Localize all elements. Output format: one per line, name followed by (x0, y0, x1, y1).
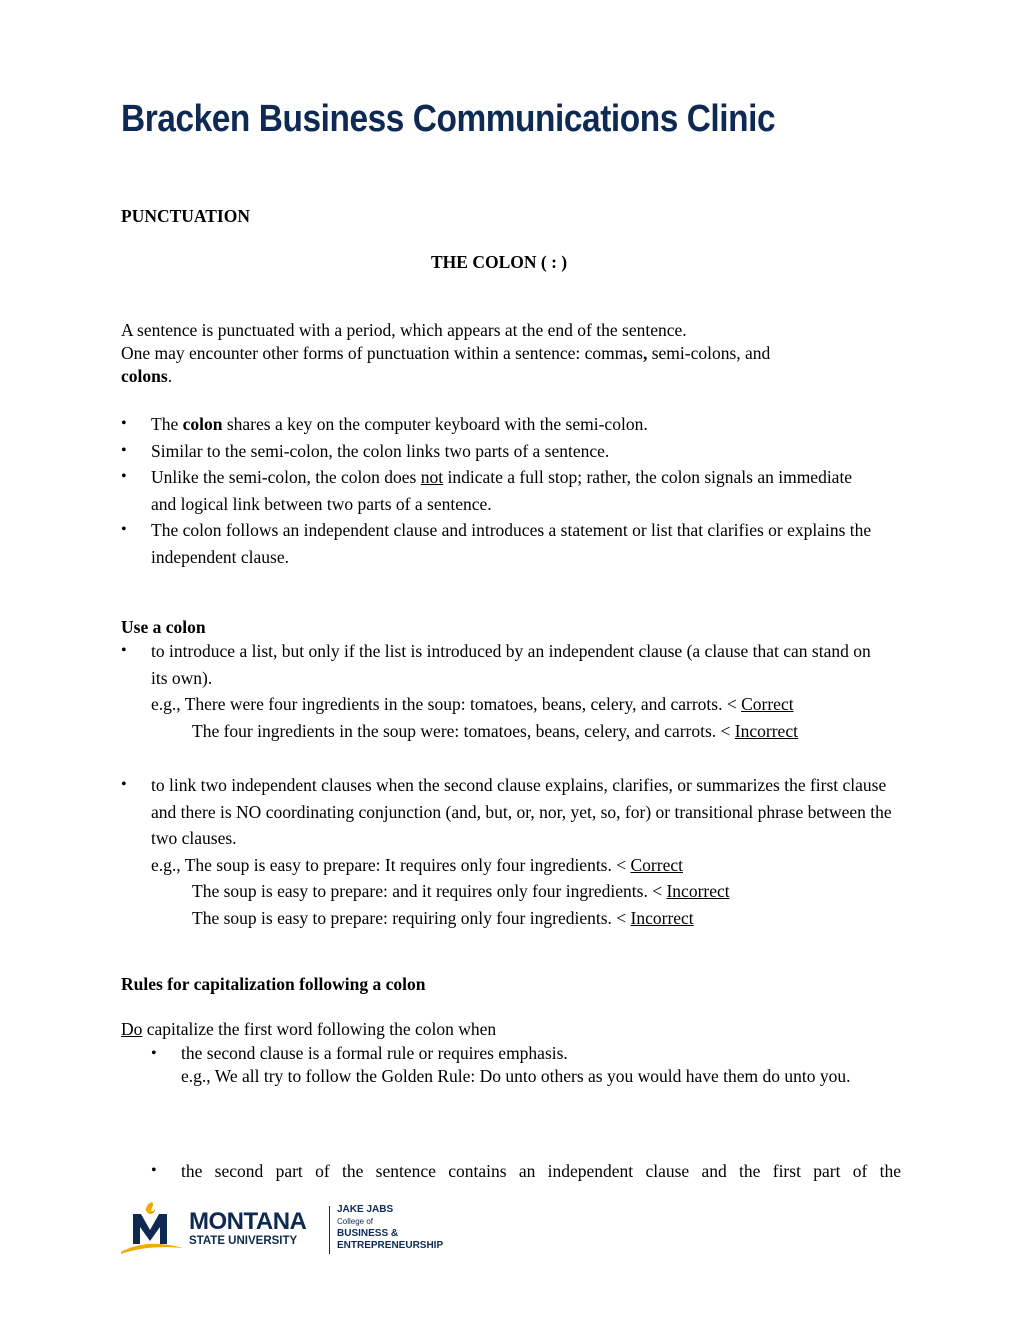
state-university-wordmark: STATE UNIVERSITY (189, 1235, 298, 1247)
colon-facts-list (121, 411, 901, 570)
list-item: • to link two independent clauses when the second clause explains, clarifies, or summarizes the first clause and there is NO coordinating conjunction (and, but, or, nor, yet, so, for) or transitional phrase between the two clauses. e.g., The soup is easy to prepare: It requires only four ingredients. < Correct The soup is easy to prepare: and it requires only four ingredients. < Incorrect The soup is easy to prepare: requiring only four ingredients. < Incorrect (121, 772, 901, 931)
intro-line-1: A sentence is punctuated with a period, which appears at the end of the sentence. (121, 320, 687, 340)
caps-example: e.g., We all try to follow the Golden Rule: Do unto others as you would have them do unto you. (181, 1066, 851, 1086)
list-item: • the second clause is a formal rule or requires emphasis. e.g., We all try to follow the Golden Rule: Do unto others as you would have them do unto you. (151, 1042, 871, 1088)
example-correct: e.g., There were four ingredients in the soup: tomatoes, beans, celery, and carrots. < Correct (151, 694, 794, 714)
list-item: • The colon shares a key on the computer keyboard with the semi-colon. (121, 411, 901, 438)
business-text: BUSINESS & (337, 1228, 399, 1239)
logo-divider (329, 1206, 330, 1254)
intro-line-2: One may encounter other forms of punctuation within a sentence: commas, semi-colons, and (121, 343, 771, 363)
msu-logo (121, 1200, 451, 1256)
college-of-text: College of (337, 1217, 374, 1226)
intro-line-3: colons. (121, 366, 173, 386)
list-item: • The colon follows an independent clause and introduces a statement or list that clarifies or explains the independent clause. (121, 517, 901, 570)
list-item: • Similar to the semi-colon, the colon links two parts of a sentence. (121, 438, 901, 465)
use-colon-list-1 (121, 638, 901, 744)
list-item: • to introduce a list, but only if the list is introduced by an independent clause (a clause that can stand on its own). e.g., There were four ingredients in the soup: tomatoes, beans, celery, and carrots. < Correct The four ingredients in the soup were: tomatoes, beans, celery, and carrots. < Incorrect (121, 638, 901, 744)
entrepreneurship-text: ENTREPRENEURSHIP (337, 1240, 444, 1251)
caps-intro: Do capitalize the first word following the colon when (121, 1019, 497, 1039)
section-title: PUNCTUATION (121, 206, 250, 226)
page-header-title: Bracken Business Communications Clinic (121, 98, 776, 140)
jake-jabs-text: JAKE JABS (337, 1204, 394, 1215)
caps-list-1 (151, 1042, 871, 1088)
page-subtitle: THE COLON ( : ) (431, 252, 568, 272)
caps-heading: Rules for capitalization following a colon (121, 974, 426, 994)
montana-wordmark: MONTANA (189, 1208, 307, 1235)
example-incorrect: The four ingredients in the soup were: tomatoes, beans, celery, and carrots. < Incorrect (192, 720, 798, 741)
caps-list-2 (151, 1158, 901, 1185)
use-colon-heading: Use a colon (121, 617, 206, 637)
example-incorrect: The soup is easy to prepare: and it requires only four ingredients. < Incorrect (192, 881, 730, 901)
example-correct: e.g., The soup is easy to prepare: It requires only four ingredients. < Correct (151, 854, 683, 875)
list-item: • the second part of the sentence contains an independent clause and the first part of the (151, 1158, 901, 1185)
intro-paragraph (121, 319, 901, 388)
example-incorrect: The soup is easy to prepare: requiring only four ingredients. < Incorrect (192, 907, 694, 928)
use-colon-list-2 (121, 772, 901, 931)
list-item: • Unlike the semi-colon, the colon does not indicate a full stop; rather, the colon signals an immediate and logical link between two parts of a sentence. (121, 464, 901, 517)
